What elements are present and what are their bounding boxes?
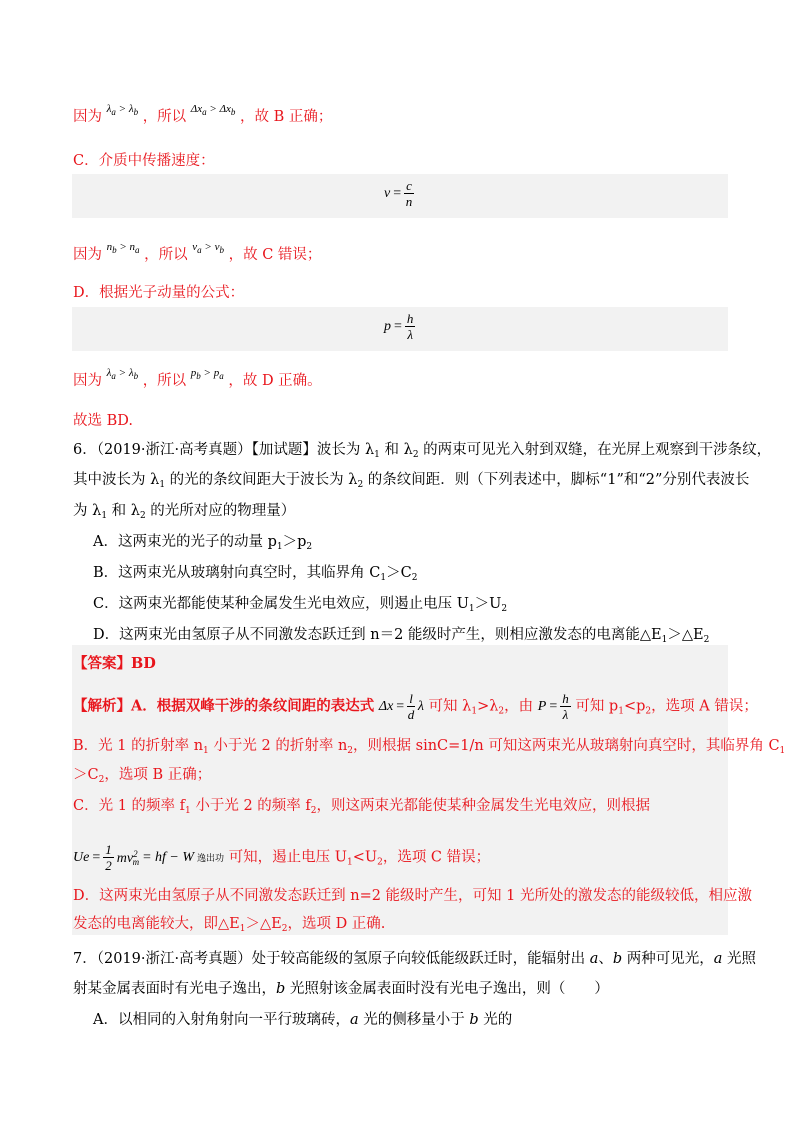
analysis-b-line1: B．光 1 的折射率 $n_1$ 小于光 2 的折射率 $n_2$，则根据 sinC=1/n 可知这两束光从玻璃射向真空时，其临界角 $C_1$ — [73, 738, 786, 756]
q6-stem-line2: 其中波长为 $\lambda_1$ 的光的条纹间距大于波长为 $\lambda_2$ 的条纹间距．则（下列表述中，脚标“1”和“2”分别代表波长 — [73, 472, 750, 490]
choose-answer: 故选 BD. — [73, 413, 133, 429]
analysis-d-line2: 发态的电离能较大，即$\triangle E_1>\triangle E_2$，选项 D 正确. — [73, 916, 386, 934]
q7-stem-line2: 射某金属表面时有光电子逸出，b 光照射该金属表面时没有光电子逸出，则（ ） — [73, 981, 609, 997]
analysis-a: 【解析】A．根据双峰干涉的条纹间距的表达式 Δx = $\frac{l}{d}$ λ 可知 $\lambda_1>\lambda_2$，由 P = $\frac{h}{\lambda}$ 可知 $p_1<p_2$，选项 A 错误； — [73, 691, 758, 722]
text: 因为 — [73, 109, 102, 125]
option-c-heading: C．介质中传播速度： — [73, 153, 215, 169]
analysis-b-conclusion — [73, 103, 333, 131]
formula-box-velocity — [72, 174, 728, 218]
option-d-heading: D．根据光子动量的公式： — [73, 285, 245, 301]
q6-option-a: A．这两束光的光子的动量 $p_1>p_2$ — [93, 534, 313, 552]
q7-option-a: A．以相同的入射角射向一平行玻璃砖，a 光的侧移量小于 b 光的 — [93, 1012, 513, 1028]
formula-box-momentum — [72, 307, 728, 351]
q6-stem-line3: 为 $\lambda_1$ 和 $\lambda_2$ 的光所对应的物理量） — [73, 503, 296, 521]
analysis-d-conclusion: 因为 $^{\lambda_a > \lambda_b}$ ，所以 $^{p_b > p_a}$ ，故 D 正确。 — [73, 367, 322, 389]
q6-option-c: C．这两束光都能使某种金属发生光电效应，则遏止电压 $U_1>U_2$ — [93, 596, 508, 614]
math-p-compare: pb > pa — [190, 367, 224, 381]
q6-option-b: B．这两束光从玻璃射向真空时，其临界角 $C_1>C_2$ — [93, 565, 418, 583]
answer-label: 【答案】BD — [73, 655, 156, 672]
q6-stem-line1: 6．（2019·浙江·高考真题）【加试题】波长为 $\lambda_1$ 和 $\lambda_2$ 的两束可见光入射到双缝，在光屏上观察到干涉条纹， — [73, 442, 772, 460]
math-n-compare: nb > na — [106, 241, 140, 255]
analysis-b-line2: $>C_2$，选项 B 正确； — [73, 767, 212, 785]
formula-momentum-inline: P = $\frac{h}{\lambda}$ — [537, 691, 569, 722]
text: ，所以 — [142, 109, 187, 125]
math-dx-compare: Δxa > Δxb — [190, 103, 236, 117]
math-lambda-a-gt-lambda-b: λa > λb — [106, 103, 139, 117]
analysis-c-conclusion: 因为 $^{n_b > n_a}$ ，所以 $^{v_a > v_b}$ ，故 C 错误； — [73, 241, 322, 263]
q6-option-d: D．这两束光由氢原子从不同激发态跃迁到 n＝2 能级时产生，则相应激发态的电离能$\triangle E_1>\triangle E_2$ — [93, 627, 710, 645]
q7-stem-line1: 7．（2019·浙江·高考真题）处于较高能级的氢原子向较低能级跃迁时，能辐射出 a、b 两种可见光，a 光照 — [73, 951, 757, 967]
analysis-c-line1: C．光 1 的频率 $f_1$ 小于光 2 的频率 $f_2$，则这两束光都能使某种金属发生光电效应，则根据 — [73, 798, 651, 816]
formula-photoelectric: Ue = $\frac{1}{2}$ $mv^2_m$ = hf − W 逸出功 — [73, 842, 225, 873]
analysis-d-line1: D．这两束光由氢原子从不同激发态跃迁到 n=2 能级时产生，可知 1 光所处的激发态的能级较低，相应激 — [73, 888, 752, 904]
text: ，故 B 正确； — [240, 109, 333, 125]
math-v-compare: va > vb — [192, 241, 224, 255]
formula-velocity: v = $\frac{c}{n}$ — [384, 178, 413, 209]
analysis-c-line2: Ue = $\frac{1}{2}$ $mv^2_m$ = hf − W 逸出功 可知，遏止电压 $U_1<U_2$，选项 C 错误； — [73, 842, 491, 873]
formula-momentum: p = $\frac{h}{\lambda}$ — [384, 311, 414, 342]
math-lambda-compare: λa > λb — [106, 367, 139, 381]
formula-fringe-spacing: Δx = $\frac{l}{d}$ λ — [378, 691, 424, 722]
